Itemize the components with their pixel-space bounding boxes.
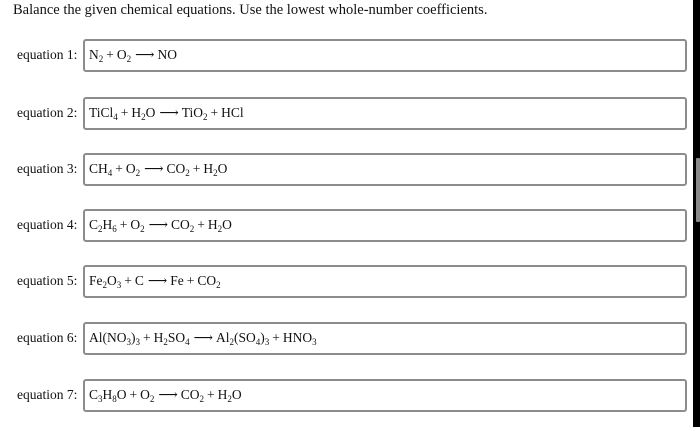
formula-subscript: 2 — [203, 112, 208, 122]
formula-element: CO — [197, 273, 217, 288]
reactant-species — [89, 330, 140, 345]
formula-subscript: 2 — [199, 394, 205, 404]
product-species — [167, 161, 190, 176]
reactant-species — [89, 161, 112, 176]
formula-element: TiCl — [89, 105, 114, 120]
formula-subscript: 4 — [107, 168, 113, 178]
equation-row-2 — [0, 97, 693, 130]
plus-sign: + — [129, 387, 138, 402]
reaction-arrow-icon: ⟶ — [193, 330, 212, 345]
equation-row-3 — [0, 153, 693, 186]
equation-input-1[interactable] — [83, 39, 687, 72]
formula-element: H — [153, 330, 164, 345]
product-species — [170, 273, 184, 288]
formula-subscript: 2 — [98, 224, 103, 234]
formula-element: NO — [157, 47, 177, 62]
equation-label: equation 3: — [17, 161, 78, 176]
formula-element: SO — [167, 330, 186, 345]
plus-sign: + — [120, 105, 129, 120]
formula-element: CO — [180, 387, 200, 402]
reactant-species — [130, 217, 144, 232]
equation-label: equation 1: — [17, 47, 78, 62]
formula-element: HNO — [282, 330, 313, 345]
reaction-arrow-icon: ⟶ — [135, 47, 154, 62]
formula-element: ) — [131, 330, 136, 345]
formula-element: Fe — [89, 273, 103, 288]
reaction-arrow-icon: ⟶ — [144, 161, 163, 176]
formula-subscript: 2 — [149, 394, 155, 404]
formula-element: H — [207, 217, 218, 232]
formula-subscript: 2 — [98, 54, 104, 64]
plus-sign: + — [207, 387, 215, 402]
equation-label: equation 7: — [17, 387, 78, 402]
formula-element: C — [89, 217, 99, 232]
formula-element: CH — [89, 161, 108, 176]
formula-element: Fe — [170, 273, 184, 288]
equation-expression — [89, 160, 227, 178]
formula-subscript: 2 — [102, 280, 107, 290]
product-species — [181, 387, 204, 402]
formula-element: O — [222, 217, 232, 232]
equation-label: equation 2: — [17, 105, 78, 120]
formula-element: CO — [166, 161, 186, 176]
plus-sign: + — [210, 105, 219, 120]
product-species — [171, 217, 194, 232]
plus-sign: + — [272, 330, 280, 345]
formula-subscript: 2 — [140, 224, 145, 234]
product-species — [203, 161, 227, 176]
formula-element: O — [125, 161, 136, 176]
equation-input-5[interactable] — [83, 265, 687, 298]
formula-subscript: 2 — [227, 394, 232, 404]
scrollbar-thumb[interactable] — [696, 158, 700, 222]
equation-input-4[interactable] — [83, 209, 687, 242]
product-species — [157, 47, 177, 62]
plus-sign: + — [119, 217, 128, 232]
formula-subscript: 2 — [163, 337, 168, 347]
plus-sign: + — [106, 47, 114, 62]
plus-sign: + — [143, 330, 151, 345]
formula-element: O — [140, 387, 150, 402]
plus-sign: + — [186, 273, 195, 288]
formula-subscript: 3 — [116, 280, 122, 290]
formula-subscript: 2 — [217, 224, 223, 234]
formula-subscript: 2 — [213, 168, 218, 178]
formula-element: O — [145, 105, 156, 120]
formula-element: H — [102, 217, 113, 232]
formula-element: Al — [216, 330, 230, 345]
formula-element: TiO — [181, 105, 204, 120]
equation-input-7[interactable] — [83, 379, 687, 412]
formula-subscript: 6 — [112, 224, 117, 234]
formula-subscript: 3 — [312, 337, 317, 347]
formula-element: Al(NO — [89, 330, 127, 345]
equation-expression — [89, 46, 177, 64]
plus-sign: + — [197, 217, 205, 232]
formula-subscript: 3 — [126, 337, 131, 347]
formula-subscript: 2 — [229, 337, 234, 347]
formula-element: O — [116, 47, 127, 62]
equation-label: equation 5: — [17, 273, 78, 288]
formula-subscript: 3 — [98, 394, 103, 404]
equation-expression — [89, 272, 221, 290]
formula-element: H — [217, 387, 228, 402]
formula-element: N — [89, 47, 99, 62]
product-species — [208, 217, 232, 232]
formula-subscript: 4 — [185, 337, 190, 347]
formula-subscript: 8 — [112, 394, 117, 404]
formula-element: C — [89, 387, 99, 402]
equation-expression — [89, 104, 244, 122]
equation-input-3[interactable] — [83, 153, 687, 186]
reactant-species — [89, 273, 121, 288]
reactant-species — [89, 105, 118, 120]
reactant-species — [154, 330, 190, 345]
formula-element: CO — [171, 217, 190, 232]
equation-expression — [89, 216, 232, 234]
formula-element: O — [231, 387, 242, 402]
equation-row-6 — [0, 322, 693, 355]
formula-subscript: 3 — [264, 337, 270, 347]
equation-input-2[interactable] — [83, 97, 687, 130]
equation-label: equation 6: — [17, 330, 78, 345]
plus-sign: + — [124, 273, 132, 288]
product-species — [197, 273, 220, 288]
reaction-arrow-icon: ⟶ — [158, 387, 177, 402]
reactant-species — [140, 387, 154, 402]
product-species — [283, 330, 317, 345]
formula-element: ) — [260, 330, 265, 345]
reactant-species — [89, 387, 127, 402]
instructions-text: Balance the given chemical equations. Use the lowest whole-number coefficients. — [13, 2, 488, 18]
product-species — [218, 387, 242, 402]
reactant-species — [126, 161, 140, 176]
equation-expression — [89, 329, 317, 347]
formula-subscript: 2 — [141, 112, 146, 122]
equation-input-6[interactable] — [83, 322, 687, 355]
formula-element: (SO — [234, 330, 256, 345]
reaction-arrow-icon: ⟶ — [148, 217, 167, 232]
equation-expression — [89, 386, 242, 404]
formula-subscript: 2 — [189, 224, 195, 234]
plus-sign: + — [115, 161, 123, 176]
formula-element: H — [131, 105, 142, 120]
equation-row-1 — [0, 39, 693, 72]
equation-row-7 — [0, 379, 693, 412]
formula-element: O — [107, 273, 117, 288]
reactant-species — [89, 217, 117, 232]
formula-element: HCl — [221, 105, 244, 120]
product-species — [216, 330, 269, 345]
reactant-species — [89, 47, 103, 62]
formula-subscript: 2 — [185, 168, 190, 178]
formula-subscript: 3 — [135, 337, 140, 347]
formula-element: O — [116, 387, 127, 402]
formula-subscript: 2 — [216, 280, 221, 290]
formula-subscript: 4 — [255, 337, 261, 347]
equation-row-4 — [0, 209, 693, 242]
product-species — [221, 105, 244, 120]
formula-element: C — [134, 273, 144, 288]
equation-label: equation 4: — [17, 217, 78, 232]
reactant-species — [135, 273, 144, 288]
formula-element: H — [102, 387, 113, 402]
formula-element: H — [203, 161, 214, 176]
side-scrollbar-track[interactable] — [693, 0, 700, 427]
formula-element: O — [130, 217, 141, 232]
plus-sign: + — [192, 161, 201, 176]
formula-subscript: 4 — [113, 112, 118, 122]
reaction-arrow-icon: ⟶ — [147, 273, 167, 288]
formula-subscript: 2 — [126, 54, 132, 64]
formula-subscript: 2 — [135, 168, 141, 178]
product-species — [182, 105, 208, 120]
formula-element: O — [217, 161, 228, 176]
reactant-species — [131, 105, 155, 120]
reactant-species — [117, 47, 131, 62]
equation-row-5 — [0, 265, 693, 298]
reaction-arrow-icon: ⟶ — [159, 105, 178, 120]
